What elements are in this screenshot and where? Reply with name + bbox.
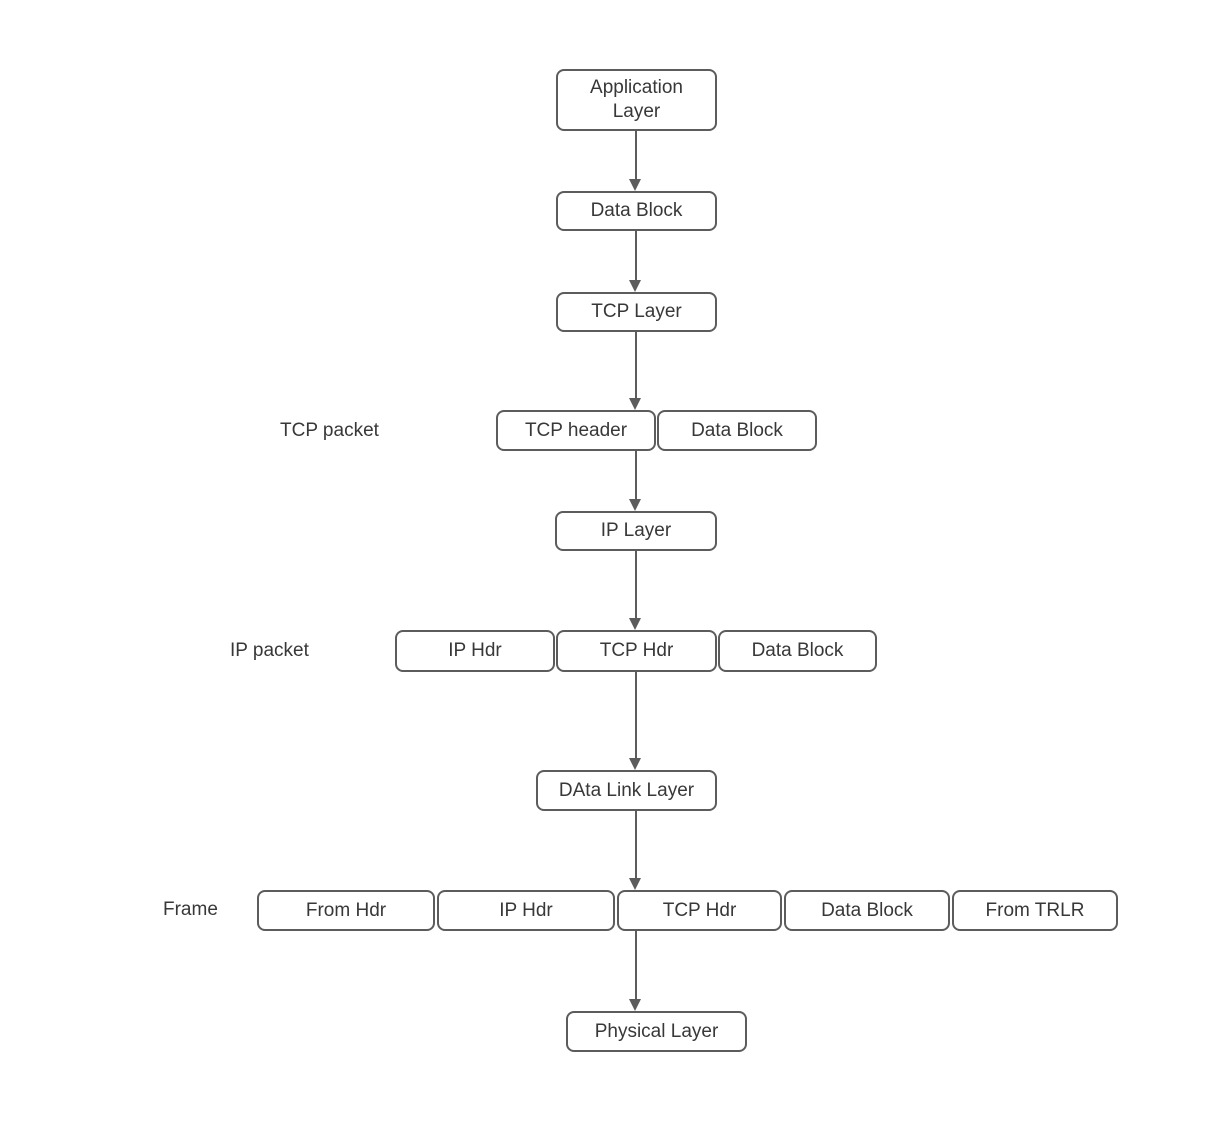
arrow-frame-to-physical xyxy=(629,931,642,1011)
node-frame-from-hdr: From Hdr xyxy=(257,890,435,931)
node-tcp-data-block: Data Block xyxy=(657,410,817,451)
arrow-application-to-datablock xyxy=(629,131,642,191)
arrow-shaft xyxy=(635,332,637,399)
node-frame-ip-hdr: IP Hdr xyxy=(437,890,615,931)
arrow-shaft xyxy=(635,672,637,759)
node-ip-tcp-hdr: TCP Hdr xyxy=(556,630,717,672)
arrowhead-down-icon xyxy=(629,499,641,511)
arrowhead-down-icon xyxy=(629,280,641,292)
arrowhead-down-icon xyxy=(629,878,641,890)
node-tcp-header: TCP header xyxy=(496,410,656,451)
arrowhead-down-icon xyxy=(629,179,641,191)
arrowhead-down-icon xyxy=(629,618,641,630)
node-frame-tcp-hdr: TCP Hdr xyxy=(617,890,782,931)
node-application-layer: Application Layer xyxy=(556,69,717,131)
arrow-shaft xyxy=(635,551,637,619)
arrow-shaft xyxy=(635,451,637,500)
node-data-link-layer: DAta Link Layer xyxy=(536,770,717,811)
arrow-shaft xyxy=(635,931,637,1000)
arrow-shaft xyxy=(635,231,637,281)
arrowhead-down-icon xyxy=(629,999,641,1011)
node-frame-data-block: Data Block xyxy=(784,890,950,931)
node-data-block: Data Block xyxy=(556,191,717,231)
arrowhead-down-icon xyxy=(629,758,641,770)
node-physical-layer: Physical Layer xyxy=(566,1011,747,1052)
label-frame: Frame xyxy=(163,899,218,920)
node-frame-from-trlr: From TRLR xyxy=(952,890,1118,931)
arrow-tcppacket-to-iplayer xyxy=(629,451,642,511)
arrow-shaft xyxy=(635,811,637,879)
node-ip-layer: IP Layer xyxy=(555,511,717,551)
arrow-iplayer-to-ippacket xyxy=(629,551,642,630)
arrow-shaft xyxy=(635,131,637,180)
node-ip-hdr: IP Hdr xyxy=(395,630,555,672)
arrow-datalink-to-frame xyxy=(629,811,642,890)
node-ip-data-block: Data Block xyxy=(718,630,877,672)
arrow-ippacket-to-datalink xyxy=(629,672,642,770)
arrow-datablock-to-tcplayer xyxy=(629,231,642,292)
arrow-tcplayer-to-tcppacket xyxy=(629,332,642,410)
arrowhead-down-icon xyxy=(629,398,641,410)
node-tcp-layer: TCP Layer xyxy=(556,292,717,332)
label-ip-packet: IP packet xyxy=(230,640,309,661)
label-tcp-packet: TCP packet xyxy=(280,420,379,441)
